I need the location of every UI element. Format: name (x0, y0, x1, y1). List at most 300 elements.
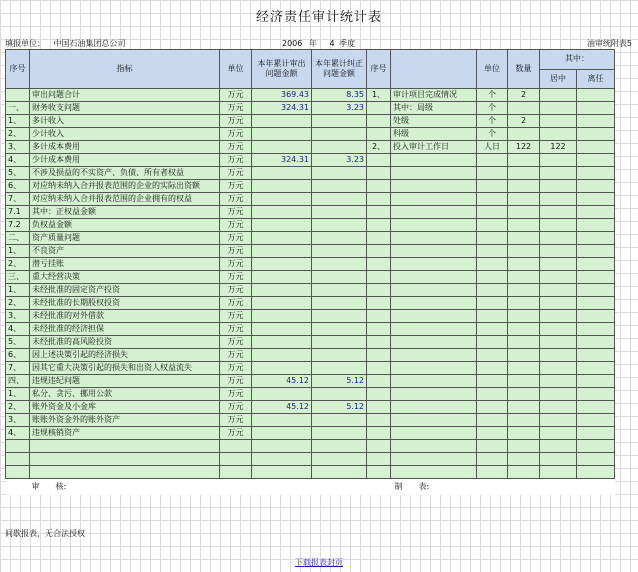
row-indicator: 少计成本费用 (30, 154, 220, 167)
row-indicator: 多计收入 (30, 115, 220, 128)
empty-cell (367, 336, 391, 349)
empty-cell (391, 414, 477, 427)
empty-cell (577, 271, 615, 284)
empty-cell (367, 219, 391, 232)
empty-cell (577, 466, 615, 479)
row-indicator: 其中：正权益金额 (30, 206, 220, 219)
row-unit: 万元 (220, 427, 252, 440)
empty-cell (477, 232, 508, 245)
empty-cell (391, 180, 477, 193)
empty-cell (391, 466, 477, 479)
empty-cell (367, 401, 391, 414)
right-row-incumbent (540, 115, 577, 128)
row-corrected (312, 167, 367, 180)
row-audit-found (252, 180, 312, 193)
empty-cell (508, 414, 540, 427)
row-audit-found: 324.31 (252, 102, 312, 115)
col-header-blank (391, 50, 477, 89)
table-row (6, 427, 615, 440)
empty-cell (391, 440, 477, 453)
reporting-unit-value: 中国石油集团总公司 (53, 39, 126, 48)
right-row-unit: 个 (477, 89, 508, 102)
row-unit: 万元 (220, 258, 252, 271)
empty-cell (540, 232, 577, 245)
empty-cell (391, 193, 477, 206)
row-unit: 万元 (220, 232, 252, 245)
row-seq: 7.1 (6, 206, 30, 219)
empty-cell (508, 388, 540, 401)
row-unit: 万元 (220, 414, 252, 427)
empty-cell (391, 375, 477, 388)
empty-cell (477, 427, 508, 440)
table-row (6, 362, 615, 375)
empty-cell (6, 453, 30, 466)
row-seq: 四、 (6, 375, 30, 388)
empty-cell (508, 193, 540, 206)
row-seq: 7.2 (6, 219, 30, 232)
right-row-departed (577, 141, 615, 154)
empty-cell (30, 453, 220, 466)
row-seq: 6、 (6, 349, 30, 362)
row-audit-found (252, 271, 312, 284)
empty-cell (540, 401, 577, 414)
row-corrected (312, 297, 367, 310)
row-unit: 万元 (220, 219, 252, 232)
row-seq: 4、 (6, 323, 30, 336)
table-row (6, 232, 615, 245)
table-row (6, 154, 615, 167)
row-indicator: 对应纳未纳入合并报表范围的企业拥有的权益 (30, 193, 220, 206)
right-row-departed (577, 89, 615, 102)
right-row-incumbent (540, 128, 577, 141)
row-indicator: 审出问题合计 (30, 89, 220, 102)
table-row (6, 414, 615, 427)
empty-cell (367, 180, 391, 193)
empty-cell (540, 336, 577, 349)
row-indicator: 对应纳未纳入合并报表范围的企业的实际出资额 (30, 180, 220, 193)
empty-cell (367, 453, 391, 466)
table-header-row (6, 50, 615, 70)
empty-cell (540, 206, 577, 219)
empty-cell (540, 466, 577, 479)
row-seq: 三、 (6, 271, 30, 284)
right-row-incumbent (540, 102, 577, 115)
row-indicator: 负权益金额 (30, 219, 220, 232)
empty-cell (477, 310, 508, 323)
empty-cell (477, 245, 508, 258)
row-corrected (312, 362, 367, 375)
empty-cell (577, 401, 615, 414)
row-seq: 6、 (6, 180, 30, 193)
empty-cell (477, 336, 508, 349)
empty-cell (367, 206, 391, 219)
row-unit: 万元 (220, 102, 252, 115)
row-seq: 1、 (6, 115, 30, 128)
empty-cell (540, 245, 577, 258)
empty-cell (477, 154, 508, 167)
empty-cell (508, 180, 540, 193)
empty-cell (577, 206, 615, 219)
row-unit: 万元 (220, 245, 252, 258)
empty-cell (477, 414, 508, 427)
empty-cell (220, 466, 252, 479)
empty-cell (508, 219, 540, 232)
right-row-unit: 个 (477, 115, 508, 128)
row-indicator: 账账外资金外的账外资产 (30, 414, 220, 427)
empty-cell (391, 401, 477, 414)
row-audit-found (252, 349, 312, 362)
table-row (6, 336, 615, 349)
row-unit: 万元 (220, 271, 252, 284)
row-unit: 万元 (220, 284, 252, 297)
empty-cell (367, 427, 391, 440)
empty-cell (540, 284, 577, 297)
right-row-qty: 2 (508, 115, 540, 128)
blank-row (6, 466, 615, 479)
empty-cell (540, 323, 577, 336)
row-unit: 万元 (220, 89, 252, 102)
right-row-item: 投入审计工作日 (391, 141, 477, 154)
empty-cell (252, 440, 312, 453)
empty-cell (540, 362, 577, 375)
row-indicator: 少计收入 (30, 128, 220, 141)
row-audit-found: 45.12 (252, 401, 312, 414)
empty-cell (577, 180, 615, 193)
table-row (6, 258, 615, 271)
row-seq: 1、 (6, 388, 30, 401)
empty-cell (391, 271, 477, 284)
empty-cell (577, 232, 615, 245)
table-row (6, 349, 615, 362)
row-audit-found (252, 115, 312, 128)
right-row-departed (577, 128, 615, 141)
row-indicator: 不良资产 (30, 245, 220, 258)
empty-cell (508, 245, 540, 258)
col-header-departed: 离任 (577, 69, 615, 89)
empty-cell (252, 466, 312, 479)
empty-cell (367, 375, 391, 388)
row-unit: 万元 (220, 141, 252, 154)
row-seq: 4、 (6, 427, 30, 440)
empty-cell (6, 466, 30, 479)
empty-cell (477, 193, 508, 206)
empty-cell (477, 401, 508, 414)
row-indicator: 账外资金及小金库 (30, 401, 220, 414)
blank-row (6, 453, 615, 466)
empty-cell (367, 271, 391, 284)
empty-cell (312, 440, 367, 453)
row-corrected (312, 193, 367, 206)
row-audit-found (252, 284, 312, 297)
table-row (6, 167, 615, 180)
right-row-incumbent (540, 89, 577, 102)
empty-cell (477, 453, 508, 466)
empty-cell (508, 154, 540, 167)
row-corrected (312, 427, 367, 440)
empty-cell (367, 232, 391, 245)
empty-cell (312, 466, 367, 479)
row-seq: 一、 (6, 102, 30, 115)
empty-cell (391, 167, 477, 180)
table-row (6, 297, 615, 310)
row-corrected (312, 323, 367, 336)
empty-cell (391, 154, 477, 167)
empty-cell (577, 427, 615, 440)
empty-cell (6, 440, 30, 453)
empty-cell (508, 310, 540, 323)
row-corrected (312, 271, 367, 284)
row-audit-found (252, 323, 312, 336)
row-indicator: 未经批准的长期股权投资 (30, 297, 220, 310)
row-corrected: 8.35 (312, 89, 367, 102)
reporting-unit (5, 38, 126, 49)
empty-cell (367, 349, 391, 362)
empty-cell (367, 388, 391, 401)
empty-cell (508, 362, 540, 375)
row-corrected (312, 219, 367, 232)
row-seq: 2、 (6, 128, 30, 141)
empty-cell (367, 310, 391, 323)
report-period (282, 38, 355, 49)
empty-cell (577, 297, 615, 310)
row-seq: 7、 (6, 193, 30, 206)
table-row (6, 102, 615, 115)
row-indicator: 多计成本费用 (30, 141, 220, 154)
row-corrected (312, 206, 367, 219)
empty-cell (477, 375, 508, 388)
page-title: 经济责任审计统计表 (255, 10, 382, 25)
row-corrected (312, 180, 367, 193)
empty-cell (540, 349, 577, 362)
empty-cell (577, 388, 615, 401)
empty-cell (540, 375, 577, 388)
col-header-seq2: 序号 (367, 50, 391, 89)
row-seq: 5、 (6, 336, 30, 349)
row-audit-found (252, 336, 312, 349)
empty-cell (367, 440, 391, 453)
empty-cell (540, 167, 577, 180)
empty-cell (391, 323, 477, 336)
empty-cell (508, 440, 540, 453)
table-row (6, 206, 615, 219)
right-row-qty (508, 102, 540, 115)
row-indicator: 资产质量问题 (30, 232, 220, 245)
row-unit: 万元 (220, 349, 252, 362)
row-indicator: 未经批准的固定资产投资 (30, 284, 220, 297)
empty-cell (540, 297, 577, 310)
right-row-seq (367, 115, 391, 128)
row-corrected: 3.23 (312, 102, 367, 115)
empty-cell (508, 232, 540, 245)
row-corrected: 5.12 (312, 401, 367, 414)
empty-cell (30, 440, 220, 453)
empty-cell (540, 154, 577, 167)
right-row-item: 处级 (391, 115, 477, 128)
row-indicator: 重大经营决策 (30, 271, 220, 284)
empty-cell (540, 440, 577, 453)
empty-cell (220, 453, 252, 466)
row-unit: 万元 (220, 206, 252, 219)
row-indicator: 违规违纪问题 (30, 375, 220, 388)
right-row-item: 审计项目完成情况 (391, 89, 477, 102)
row-corrected: 5.12 (312, 375, 367, 388)
empty-cell (477, 297, 508, 310)
row-audit-found (252, 167, 312, 180)
empty-cell (367, 154, 391, 167)
row-audit-found: 45.12 (252, 375, 312, 388)
row-unit: 万元 (220, 115, 252, 128)
empty-cell (577, 245, 615, 258)
row-audit-found (252, 258, 312, 271)
empty-cell (391, 245, 477, 258)
empty-cell (220, 440, 252, 453)
empty-cell (540, 310, 577, 323)
empty-cell (367, 297, 391, 310)
empty-cell (367, 193, 391, 206)
row-corrected (312, 245, 367, 258)
empty-cell (508, 297, 540, 310)
table-row (6, 401, 615, 414)
empty-cell (577, 154, 615, 167)
row-seq: 1、 (6, 284, 30, 297)
row-indicator: 未经批准的高风险投资 (30, 336, 220, 349)
row-corrected (312, 310, 367, 323)
row-unit: 万元 (220, 401, 252, 414)
empty-cell (540, 414, 577, 427)
empty-cell (577, 453, 615, 466)
right-row-seq: 2、 (367, 141, 391, 154)
col-header-seq: 序号 (6, 50, 30, 89)
empty-cell (508, 258, 540, 271)
empty-cell (477, 466, 508, 479)
row-corrected (312, 284, 367, 297)
row-seq: 3、 (6, 310, 30, 323)
table-row (6, 310, 615, 323)
right-row-departed (577, 115, 615, 128)
row-audit-found (252, 388, 312, 401)
row-audit-found: 369.43 (252, 89, 312, 102)
table-row (6, 323, 615, 336)
row-indicator: 财务收支问题 (30, 102, 220, 115)
row-audit-found (252, 414, 312, 427)
empty-cell (477, 258, 508, 271)
empty-cell (367, 323, 391, 336)
row-unit: 万元 (220, 310, 252, 323)
empty-cell (540, 271, 577, 284)
row-corrected (312, 414, 367, 427)
empty-cell (477, 271, 508, 284)
empty-cell (391, 297, 477, 310)
report-year-unit: 年 (308, 39, 317, 48)
table-row (6, 284, 615, 297)
row-seq: 4、 (6, 154, 30, 167)
right-row-seq: 1、 (367, 89, 391, 102)
empty-cell (508, 453, 540, 466)
right-row-unit: 个 (477, 128, 508, 141)
right-row-unit: 个 (477, 102, 508, 115)
empty-cell (540, 453, 577, 466)
empty-cell (577, 336, 615, 349)
empty-cell (391, 362, 477, 375)
empty-cell (508, 336, 540, 349)
right-row-item: 其中：局级 (391, 102, 477, 115)
row-seq (6, 89, 30, 102)
row-unit: 万元 (220, 167, 252, 180)
empty-cell (477, 167, 508, 180)
row-unit: 万元 (220, 193, 252, 206)
row-unit: 万元 (220, 375, 252, 388)
row-seq: 5、 (6, 167, 30, 180)
col-header-of-which: 其中： (540, 50, 615, 70)
empty-cell (577, 310, 615, 323)
col-header-corrected: 本年累计纠正问题金额 (312, 50, 367, 89)
empty-cell (391, 349, 477, 362)
row-corrected (312, 258, 367, 271)
empty-cell (577, 284, 615, 297)
right-row-qty: 2 (508, 89, 540, 102)
right-row-qty: 122 (508, 141, 540, 154)
report-quarter-unit: 季度 (339, 39, 356, 48)
empty-cell (367, 414, 391, 427)
row-audit-found (252, 232, 312, 245)
row-audit-found (252, 206, 312, 219)
empty-cell (477, 219, 508, 232)
empty-cell (477, 388, 508, 401)
empty-cell (540, 180, 577, 193)
empty-cell (367, 284, 391, 297)
empty-cell (508, 323, 540, 336)
reporting-unit-label: 填报单位： (5, 39, 45, 48)
row-indicator: 未经批准的经济担保 (30, 323, 220, 336)
row-indicator: 因其它重大决策引起的损失和出资人权益流失 (30, 362, 220, 375)
row-seq: 2、 (6, 258, 30, 271)
row-indicator: 未经批准的对外借款 (30, 310, 220, 323)
row-corrected (312, 128, 367, 141)
row-unit: 万元 (220, 128, 252, 141)
empty-cell (391, 258, 477, 271)
row-corrected (312, 388, 367, 401)
row-unit: 万元 (220, 323, 252, 336)
empty-cell (477, 323, 508, 336)
empty-cell (391, 232, 477, 245)
download-cover-link[interactable]: 下载报表封页 (295, 558, 343, 567)
empty-cell (391, 336, 477, 349)
empty-cell (508, 284, 540, 297)
empty-cell (508, 271, 540, 284)
empty-cell (577, 193, 615, 206)
preparer-label: 制 表: (367, 479, 615, 496)
table-row (6, 219, 615, 232)
row-corrected (312, 349, 367, 362)
row-indicator: 潜亏挂账 (30, 258, 220, 271)
row-audit-found (252, 297, 312, 310)
empty-cell (540, 219, 577, 232)
empty-cell (540, 427, 577, 440)
col-header-qty: 数量 (508, 50, 540, 89)
row-corrected (312, 115, 367, 128)
reviewer-label: 审 核: (6, 479, 367, 496)
row-unit: 万元 (220, 388, 252, 401)
empty-cell (367, 466, 391, 479)
col-header-unit2: 单位 (477, 50, 508, 89)
row-audit-found (252, 245, 312, 258)
row-seq: 二、 (6, 232, 30, 245)
empty-cell (391, 427, 477, 440)
table-row (6, 115, 615, 128)
row-audit-found (252, 219, 312, 232)
row-seq: 3、 (6, 141, 30, 154)
col-header-indicator: 指标 (30, 50, 220, 89)
